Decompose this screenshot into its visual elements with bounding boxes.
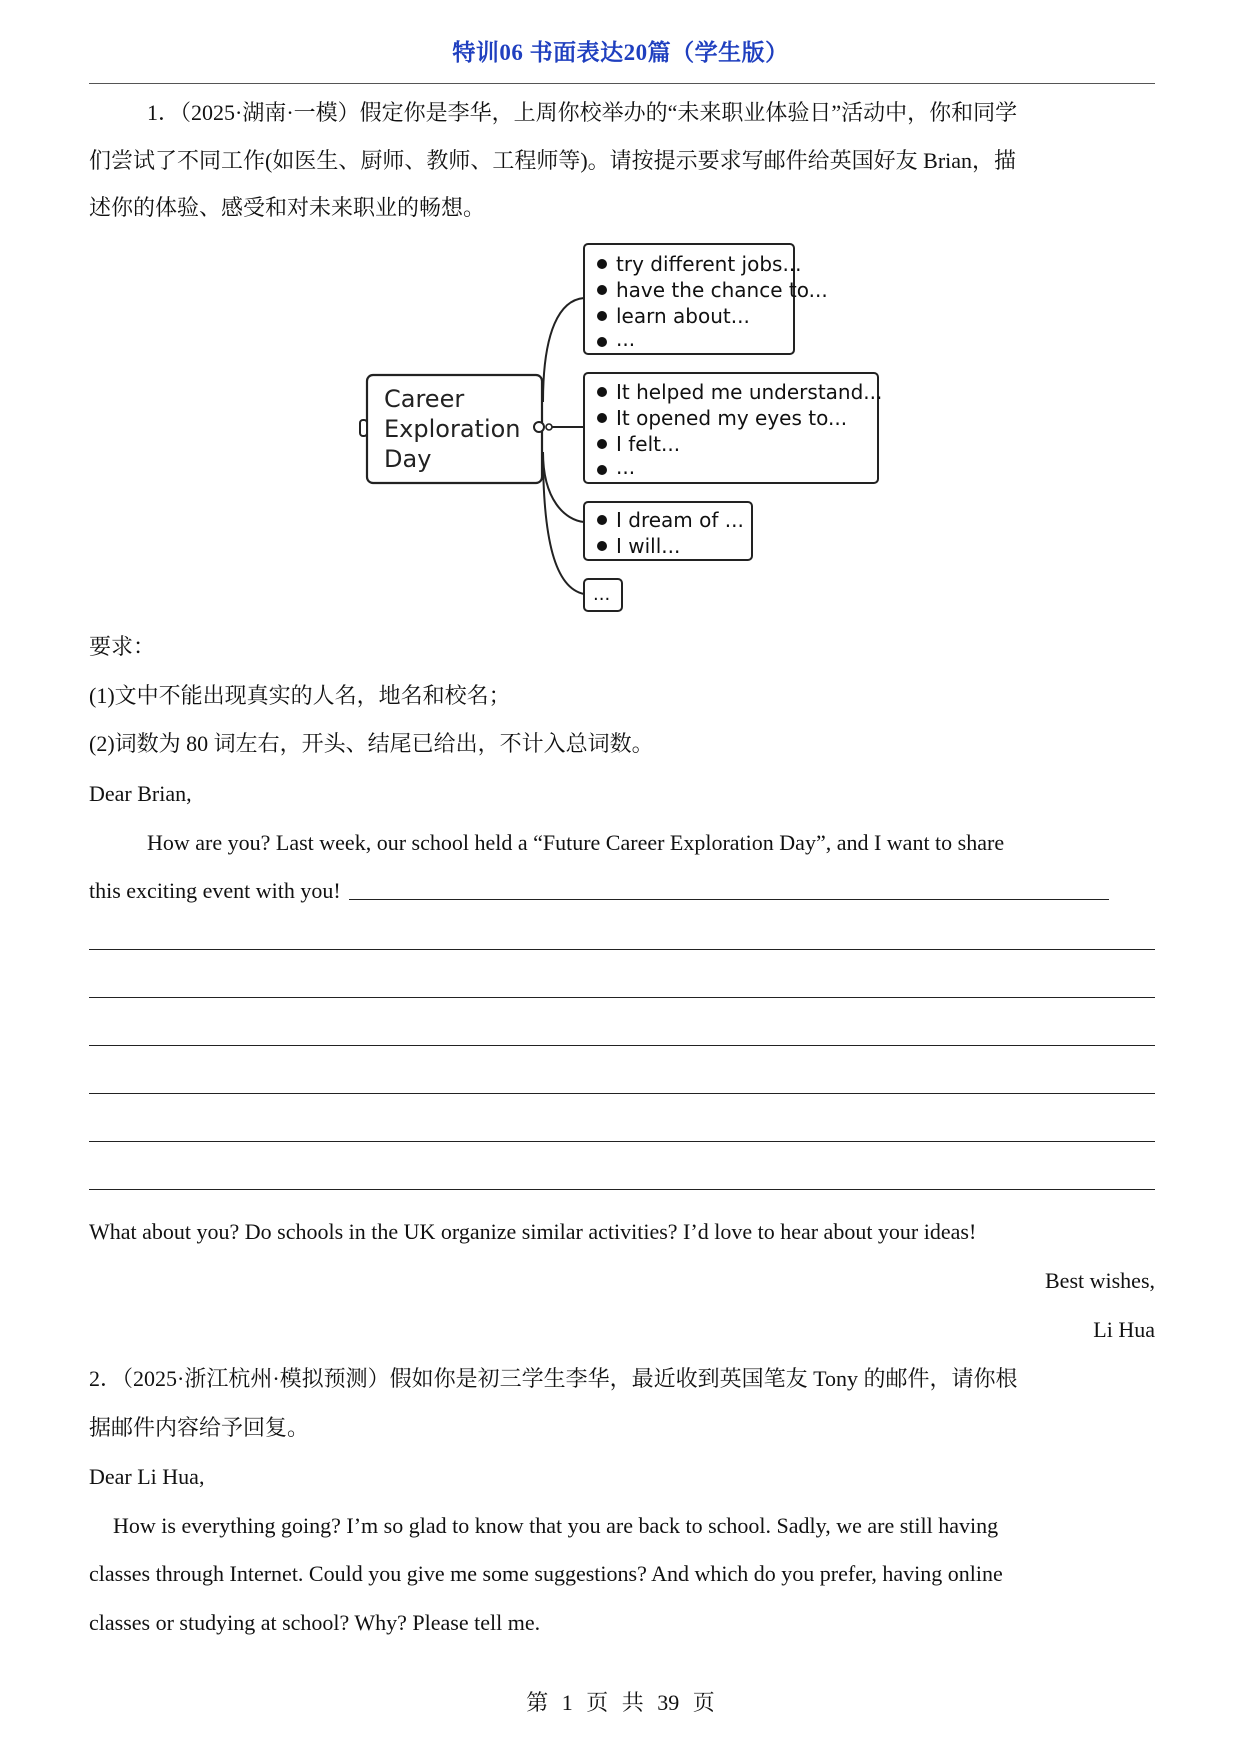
letter-sign-off: Best wishes, [1045, 1268, 1155, 1293]
q2-salutation: Dear Li Hua, [89, 1464, 205, 1489]
answer-line[interactable] [89, 949, 1155, 950]
page-footer: 第 1 页 共 39 页 [526, 1690, 715, 1715]
connector-box1 [543, 298, 584, 402]
q1-prompt-line-3: 述你的体验、感受和对未来职业的畅想。 [89, 195, 486, 220]
q1-prompt-line-2: 们尝试了不同工作(如医生、厨师、教师、工程师等)。请按提示要求写邮件给英国好友 Brian，描 [89, 148, 1017, 173]
box1-item-1: try different jobs... [616, 252, 802, 276]
box4-ellipsis: ... [593, 584, 611, 605]
box3-item-1: I dream of ... [616, 508, 744, 532]
answer-line[interactable] [89, 997, 1155, 998]
letter-opening-text: this exciting event with you! [89, 878, 341, 903]
answer-line[interactable] [89, 1045, 1155, 1046]
connector-box3 [543, 452, 584, 522]
requirement-1: (1)文中不能出现真实的人名，地名和校名； [89, 683, 511, 708]
box1-item-2: have the chance to... [616, 278, 828, 302]
q1-prompt-line-1: 1．（2025·湖南·一模）假定你是李华，上周你校举办的“未来职业体验日”活动中，你和同学 [147, 100, 1018, 125]
letter-opening-line-1: How are you? Last week, our school held a “Future Career Exploration Day”, and I want to share [147, 830, 1005, 855]
box2-item-2: It opened my eyes to... [616, 406, 848, 430]
career-mindmap [350, 240, 890, 620]
box2-item-4: ... [616, 455, 636, 479]
letter-signature: Li Hua [1093, 1317, 1155, 1342]
box2-item-1: It helped me understand... [616, 380, 883, 404]
answer-line[interactable] [89, 1093, 1155, 1094]
center-node-left-handle [360, 420, 367, 436]
center-node-line-1: Career [384, 385, 465, 413]
requirements-title: 要求： [89, 634, 156, 659]
box1-item-4: ... [616, 327, 636, 351]
center-node-line-2: Exploration [384, 415, 521, 443]
q2-body-line-3: classes or studying at school? Why? Please tell me. [89, 1610, 541, 1635]
q2-body-line-2: classes through Internet. Could you give me some suggestions? And which do you prefer, having online [89, 1561, 1003, 1586]
center-node-line-3: Day [384, 445, 432, 473]
q2-prompt-line-1: 2．（2025·浙江杭州·模拟预测）假如你是初三学生李华，最近收到英国笔友 Tony 的邮件，请你根 [89, 1366, 1018, 1391]
letter-salutation: Dear Brian, [89, 781, 192, 806]
box3-item-2: I will... [616, 534, 681, 558]
answer-line[interactable] [89, 1189, 1155, 1190]
letter-closing-line: What about you? Do schools in the UK organize similar activities? I’d love to hear about your ideas! [89, 1219, 977, 1244]
answer-blank-inline[interactable] [349, 879, 1109, 900]
box1-item-3: learn about... [616, 304, 750, 328]
page-header-title: 特训06 书面表达20篇（学生版） [452, 40, 789, 65]
letter-opening-line-2 [89, 876, 1155, 906]
q2-body-line-1: How is everything going? I’m so glad to know that you are back to school. Sadly, we are still having [113, 1513, 999, 1538]
answer-line[interactable] [89, 1141, 1155, 1142]
q2-prompt-line-2: 据邮件内容给予回复。 [89, 1415, 310, 1440]
center-node-right-handle [534, 422, 544, 432]
connector-box4 [543, 452, 584, 594]
requirement-2: (2)词数为 80 词左右，开头、结尾已给出，不计入总词数。 [89, 731, 654, 756]
box2-item-3: I felt... [616, 432, 681, 456]
header-divider [89, 83, 1155, 84]
